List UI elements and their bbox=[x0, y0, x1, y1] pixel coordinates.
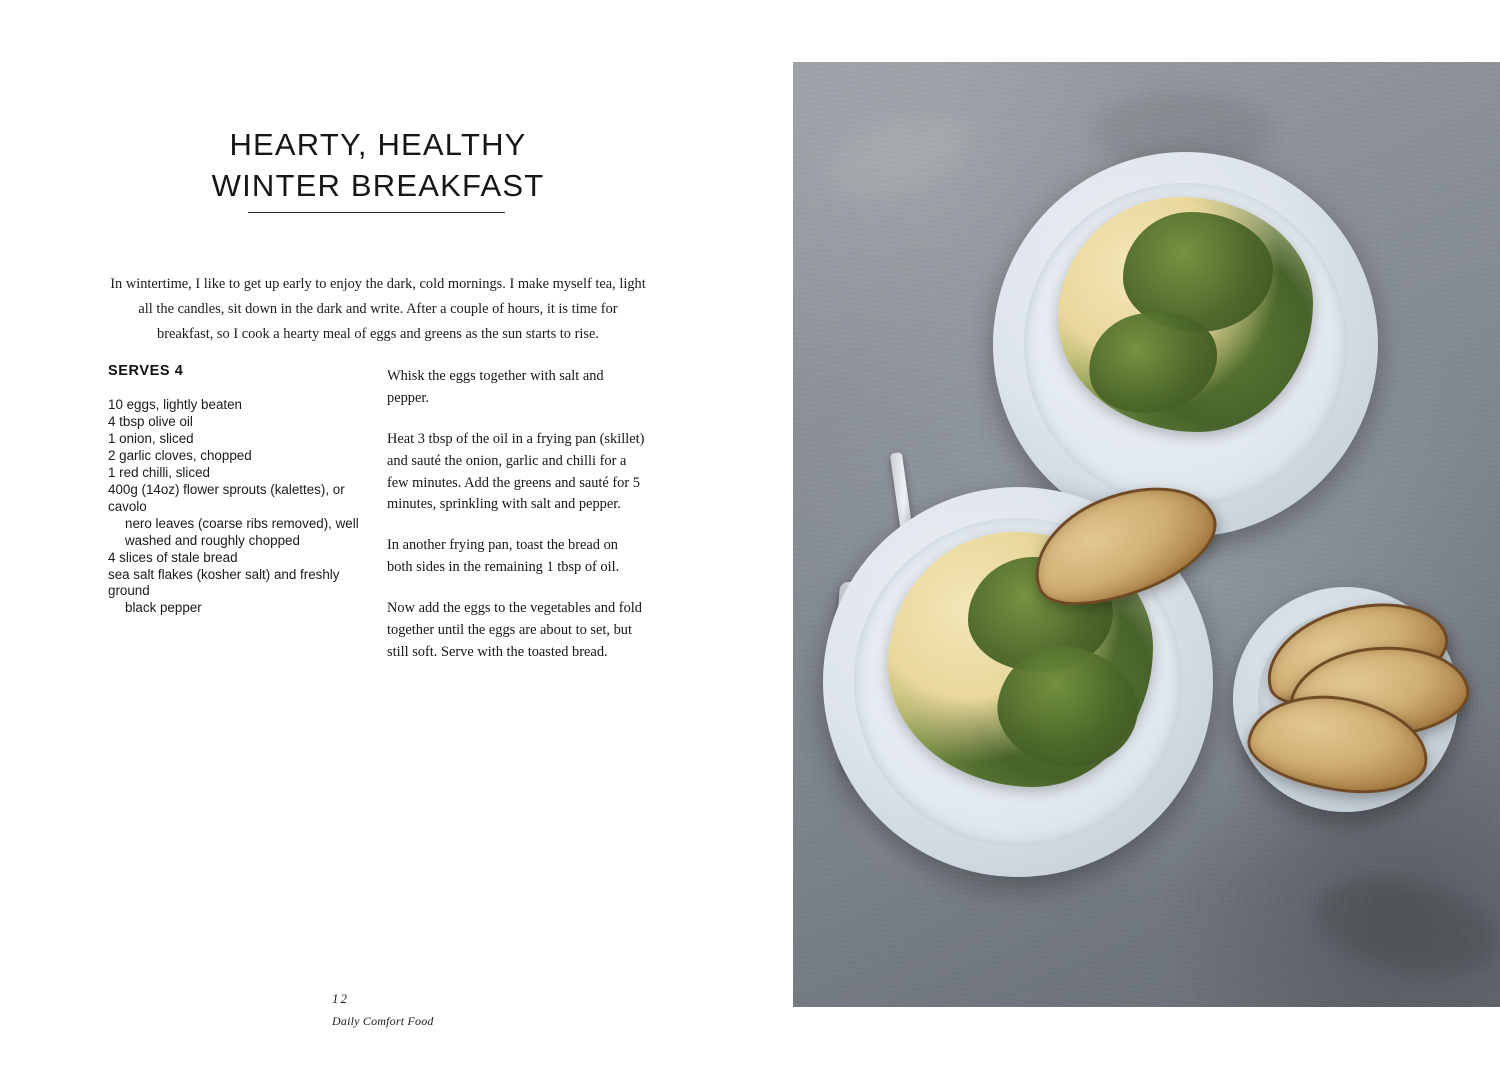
ingredient-continuation: nero leaves (coarse ribs removed), well washed and roughly chopped bbox=[125, 515, 359, 548]
recipe-title-line-2: WINTER BREAKFAST bbox=[211, 167, 545, 203]
method-step: Now add the eggs to the vegetables and fold together until the eggs are about to set, but still soft. Serve with the toasted bread. bbox=[387, 600, 642, 660]
list-item bbox=[108, 482, 370, 550]
book-title: Daily Comfort Food bbox=[332, 1014, 434, 1028]
recipe-photo bbox=[793, 62, 1500, 1007]
list-item bbox=[108, 550, 370, 567]
ingredients-list bbox=[108, 397, 370, 617]
list-item bbox=[108, 567, 370, 618]
ingredient-text: 1 red chilli, sliced bbox=[108, 464, 210, 480]
ingredient-text: 4 tbsp olive oil bbox=[108, 413, 193, 429]
ingredient-text: 4 slices of stale bread bbox=[108, 549, 238, 565]
serves-label: SERVES 4 bbox=[108, 363, 184, 379]
list-item bbox=[108, 414, 370, 431]
recipe-intro: In wintertime, I like to get up early to enjoy the dark, cold mornings. I make myself tea, light all the candles, sit down in the dark and write. After a couple of hours, it is time for breakfast, so I cook a hearty meal of eggs and greens as the sun starts to rise. bbox=[110, 276, 646, 342]
page-number: 12 bbox=[332, 991, 349, 1006]
page-footer bbox=[332, 991, 462, 1029]
list-item bbox=[108, 431, 370, 448]
ingredient-text: 1 onion, sliced bbox=[108, 430, 194, 446]
list-item bbox=[108, 397, 370, 414]
ingredient-text: 10 eggs, lightly beaten bbox=[108, 397, 243, 412]
method-steps bbox=[387, 366, 645, 664]
method-step: In another frying pan, toast the bread on both sides in the remaining 1 tbsp of oil. bbox=[387, 537, 620, 576]
page-title bbox=[108, 124, 648, 206]
list-item bbox=[108, 448, 370, 465]
ingredient-continuation: black pepper bbox=[125, 600, 202, 616]
title-divider bbox=[248, 212, 505, 213]
ingredient-text: sea salt flakes (kosher salt) and freshly ground bbox=[108, 566, 340, 599]
list-item bbox=[108, 465, 370, 482]
ingredient-text: 400g (14oz) flower sprouts (kalettes), or cavolo bbox=[108, 481, 345, 514]
ingredient-text: 2 garlic cloves, chopped bbox=[108, 447, 252, 463]
method-step: Whisk the eggs together with salt and pepper. bbox=[387, 368, 604, 406]
recipe-title-line-1: HEARTY, HEALTHY bbox=[229, 126, 527, 162]
method-step: Heat 3 tbsp of the oil in a frying pan (skillet) and sauté the onion, garlic and chilli for a few minutes. Add the greens and sauté for 5 minutes, sprinkling with salt and pepper. bbox=[387, 430, 645, 513]
